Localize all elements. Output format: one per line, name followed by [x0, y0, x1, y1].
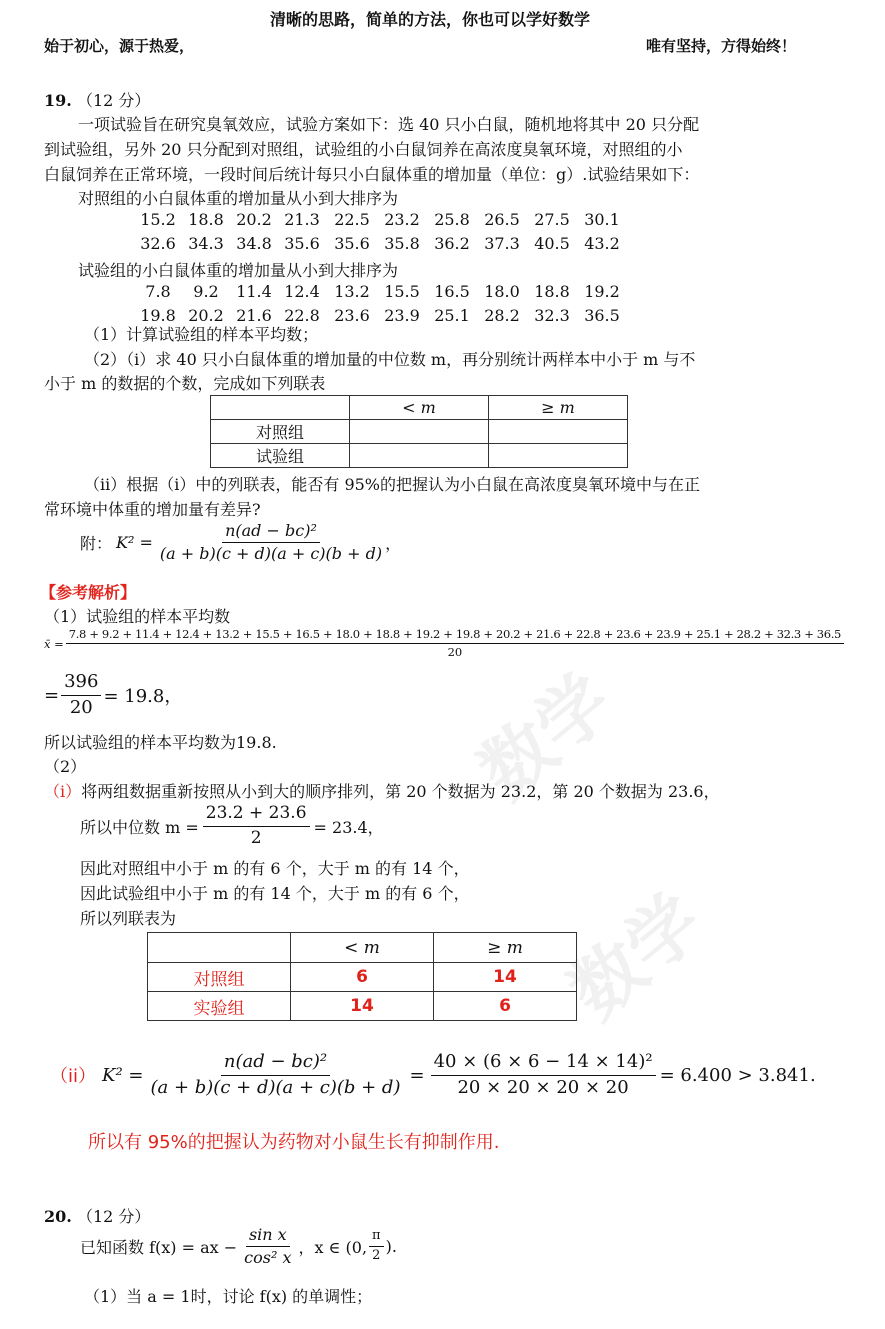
data-value: 36.5	[584, 306, 620, 325]
part2i-text: 将两组数据重新按照从小到大的顺序排列，第 20 个数据为 23.2，第 20 个数据为 23.6，	[81, 782, 720, 801]
data-value: 12.4	[284, 282, 320, 301]
data-value: 15.5	[384, 282, 420, 301]
q19-part2-line1: （2）（i）求 40 只小白鼠体重的增加量的中位数 m，再分别统计两样本中小于 m 与不	[84, 350, 696, 369]
median-formula	[80, 804, 384, 848]
k2-numerator: n(ad − bc)²	[221, 1052, 330, 1076]
data-value: 16.5	[434, 282, 470, 301]
test-group-label: 试验组的小白鼠体重的增加量从小到大排序为	[78, 261, 399, 280]
pi-numerator: π	[369, 1229, 384, 1247]
domain-prefix: ，x ∈ (0,	[298, 1238, 368, 1258]
data-value: 19.8	[140, 306, 176, 325]
part2i-tag: （i）	[44, 782, 82, 801]
table-header-cell: ≥ m	[434, 933, 577, 963]
data-value: 18.0	[484, 282, 520, 301]
k2-general-fraction	[147, 1052, 403, 1098]
k2-result: = 6.400 > 3.841.	[659, 1064, 816, 1086]
table-cell	[489, 420, 628, 444]
sum-denominator: 20	[447, 645, 463, 660]
data-value: 26.5	[484, 210, 520, 229]
mean-sum-formula	[44, 628, 844, 659]
mean-numerator: 396	[61, 672, 101, 696]
table-header-cell: < m	[350, 396, 489, 420]
data-value: 25.1	[434, 306, 470, 325]
formula-numerator: n(ad − bc)²	[222, 522, 320, 543]
q19-part2-line2: 小于 m 的数据的个数，完成如下列联表	[44, 374, 326, 393]
data-value: 35.6	[284, 234, 320, 253]
data-value: 35.8	[384, 234, 420, 253]
part2ii-tag: （ii）	[50, 1066, 97, 1088]
pi-fraction	[369, 1229, 384, 1264]
control-count-text: 因此对照组中小于 m 的有 6 个，大于 m 的有 14 个，	[80, 859, 470, 878]
question-score: （12 分）	[76, 1207, 151, 1226]
formula-suffix: ，	[385, 534, 402, 554]
table-row-label: 对照组	[148, 963, 291, 992]
data-value: 28.2	[484, 306, 520, 325]
final-conclusion: 所以有 95%的把握认为药物对小鼠生长有抑制作用.	[88, 1132, 500, 1153]
data-value: 11.4	[236, 282, 272, 301]
domain-end: ).	[385, 1237, 397, 1257]
k2-numeric-denominator: 20 × 20 × 20 × 20	[457, 1076, 629, 1098]
median-numerator: 23.2 + 23.6	[203, 804, 310, 827]
data-value: 25.8	[434, 210, 470, 229]
data-value: 20.2	[236, 210, 272, 229]
table-cell: 6	[291, 963, 434, 992]
question-number: 19.	[44, 91, 72, 110]
control-group-label: 对照组的小白鼠体重的增加量从小到大排序为	[78, 189, 399, 208]
data-value: 27.5	[534, 210, 570, 229]
question-score: （12 分）	[76, 91, 151, 110]
equals-sign: =	[409, 1064, 425, 1086]
q19-part2ii-line1: （ii）根据（i）中的列联表，能否有 95%的把握认为小白鼠在高浓度臭氧环境中与在正	[84, 475, 701, 494]
data-value: 21.6	[236, 306, 272, 325]
formula-lhs: K² =	[116, 533, 153, 553]
solution-part2-label: （2）	[44, 757, 87, 776]
table-header-cell: ≥ m	[489, 396, 628, 420]
median-fraction	[203, 804, 310, 848]
table-cell: 6	[434, 992, 577, 1021]
table-header-cell	[148, 933, 291, 963]
mean-sum-fraction	[66, 628, 844, 659]
q19-intro-line3: 白鼠饲养在正常环境，一段时间后统计每只小白鼠体重的增加量（单位：g）.试验结果如下：	[44, 165, 700, 184]
median-result: = 23.4，	[313, 817, 384, 837]
median-denominator: 2	[250, 827, 262, 848]
test-count-text: 因此试验组中小于 m 的有 14 个，大于 m 的有 6 个，	[80, 884, 470, 903]
header-right-motto: 唯有坚持，方得始终！	[646, 37, 797, 55]
data-value: 7.8	[145, 282, 171, 301]
data-value: 21.3	[284, 210, 320, 229]
solution-title: 【参考解析】	[40, 583, 137, 602]
mean-denominator: 20	[69, 696, 93, 718]
k2-lhs: K² =	[102, 1064, 144, 1086]
data-value: 13.2	[334, 282, 370, 301]
data-value: 19.2	[584, 282, 620, 301]
formula-fraction	[157, 522, 385, 564]
q19-part1: （1）计算试验组的样本平均数；	[84, 325, 319, 344]
equals-sign: =	[44, 684, 60, 706]
mean-fraction	[61, 672, 101, 718]
mean-result	[44, 672, 182, 718]
data-value: 23.9	[384, 306, 420, 325]
question-number: 20.	[44, 1207, 72, 1226]
xbar-symbol: x̄ =	[44, 636, 64, 651]
k2-calculation	[50, 1052, 816, 1098]
data-value: 35.6	[334, 234, 370, 253]
sin-cos-fraction	[241, 1226, 294, 1268]
median-prefix: 所以中位数 m =	[80, 817, 199, 837]
table-cell: 14	[434, 963, 577, 992]
given-prefix: 已知函数 f(x) = ax −	[80, 1238, 238, 1258]
data-value: 34.3	[188, 234, 224, 253]
data-value: 15.2	[140, 210, 176, 229]
watermark: 数学	[553, 878, 719, 1036]
data-value: 18.8	[534, 282, 570, 301]
formula-prefix: 附：	[80, 534, 113, 554]
formula-denominator: (a + b)(c + d)(a + c)(b + d)	[159, 544, 383, 564]
data-value: 18.8	[188, 210, 224, 229]
data-value: 37.3	[484, 234, 520, 253]
question-19-header	[44, 88, 150, 111]
data-value: 20.2	[188, 306, 224, 325]
data-value: 23.2	[384, 210, 420, 229]
watermark: 数学	[463, 658, 629, 816]
data-value: 34.8	[236, 234, 272, 253]
data-value: 22.5	[334, 210, 370, 229]
data-value: 40.5	[534, 234, 570, 253]
q19-intro-line1: 一项试验旨在研究臭氧效应，试验方案如下：选 40 只小白鼠，随机地将其中 20 只分配	[78, 115, 700, 134]
data-value: 32.3	[534, 306, 570, 325]
q19-intro-line2: 到试验组，另外 20 只分配到对照组，试验组的小白鼠饲养在高浓度臭氧环境，对照组的小	[44, 140, 683, 159]
q20-given-function	[80, 1226, 397, 1268]
k2-numeric-numerator: 40 × (6 × 6 − 14 × 14)²	[431, 1052, 656, 1076]
data-value: 9.2	[193, 282, 219, 301]
table-row-label: 试验组	[211, 444, 350, 468]
table-cell	[350, 420, 489, 444]
data-value: 22.8	[284, 306, 320, 325]
q20-part1: （1）当 a = 1时，讨论 f(x) 的单调性；	[84, 1287, 373, 1306]
pi-denominator: 2	[372, 1248, 381, 1264]
mean-value: = 19.8，	[103, 686, 183, 708]
q19-part2ii-line2: 常环境中体重的增加量有差异?	[44, 500, 261, 519]
header-slogan: 清晰的思路，简单的方法，你也可以学好数学	[270, 10, 591, 29]
data-value: 30.1	[584, 210, 620, 229]
question-20-header	[44, 1204, 150, 1227]
cos-denominator: cos² x	[244, 1248, 292, 1268]
k2-formula-reference	[80, 522, 401, 564]
answer-contingency-table	[147, 932, 577, 1021]
blank-contingency-table	[210, 395, 628, 468]
data-value: 23.6	[334, 306, 370, 325]
table-row-label: 对照组	[211, 420, 350, 444]
data-value: 32.6	[140, 234, 176, 253]
k2-numeric-fraction	[431, 1052, 656, 1098]
data-value: 36.2	[434, 234, 470, 253]
table-intro-text: 所以列联表为	[80, 909, 177, 928]
sin-numerator: sin x	[246, 1226, 290, 1247]
table-header-cell	[211, 396, 350, 420]
solution-part1-label: （1）试验组的样本平均数	[44, 607, 231, 626]
k2-denominator: (a + b)(c + d)(a + c)(b + d)	[150, 1076, 401, 1098]
table-header-cell: < m	[291, 933, 434, 963]
table-cell	[489, 444, 628, 468]
header-left-motto: 始于初心，源于热爱，	[44, 37, 195, 55]
sum-numerator: 7.8 + 9.2 + 11.4 + 12.4 + 13.2 + 15.5 + 16.5 + 18.0 + 18.8 + 19.2 + 19.8 + 20.2 + 21.6 + 22.8 + 23.6 + 23.9 + 25.1 + 28.2 + 32.3 + 36.5	[66, 628, 844, 644]
table-cell: 14	[291, 992, 434, 1021]
table-cell	[350, 444, 489, 468]
solution-part2i	[44, 779, 720, 802]
mean-conclusion: 所以试验组的样本平均数为19.8.	[44, 733, 277, 752]
data-value: 43.2	[584, 234, 620, 253]
table-row-label: 实验组	[148, 992, 291, 1021]
